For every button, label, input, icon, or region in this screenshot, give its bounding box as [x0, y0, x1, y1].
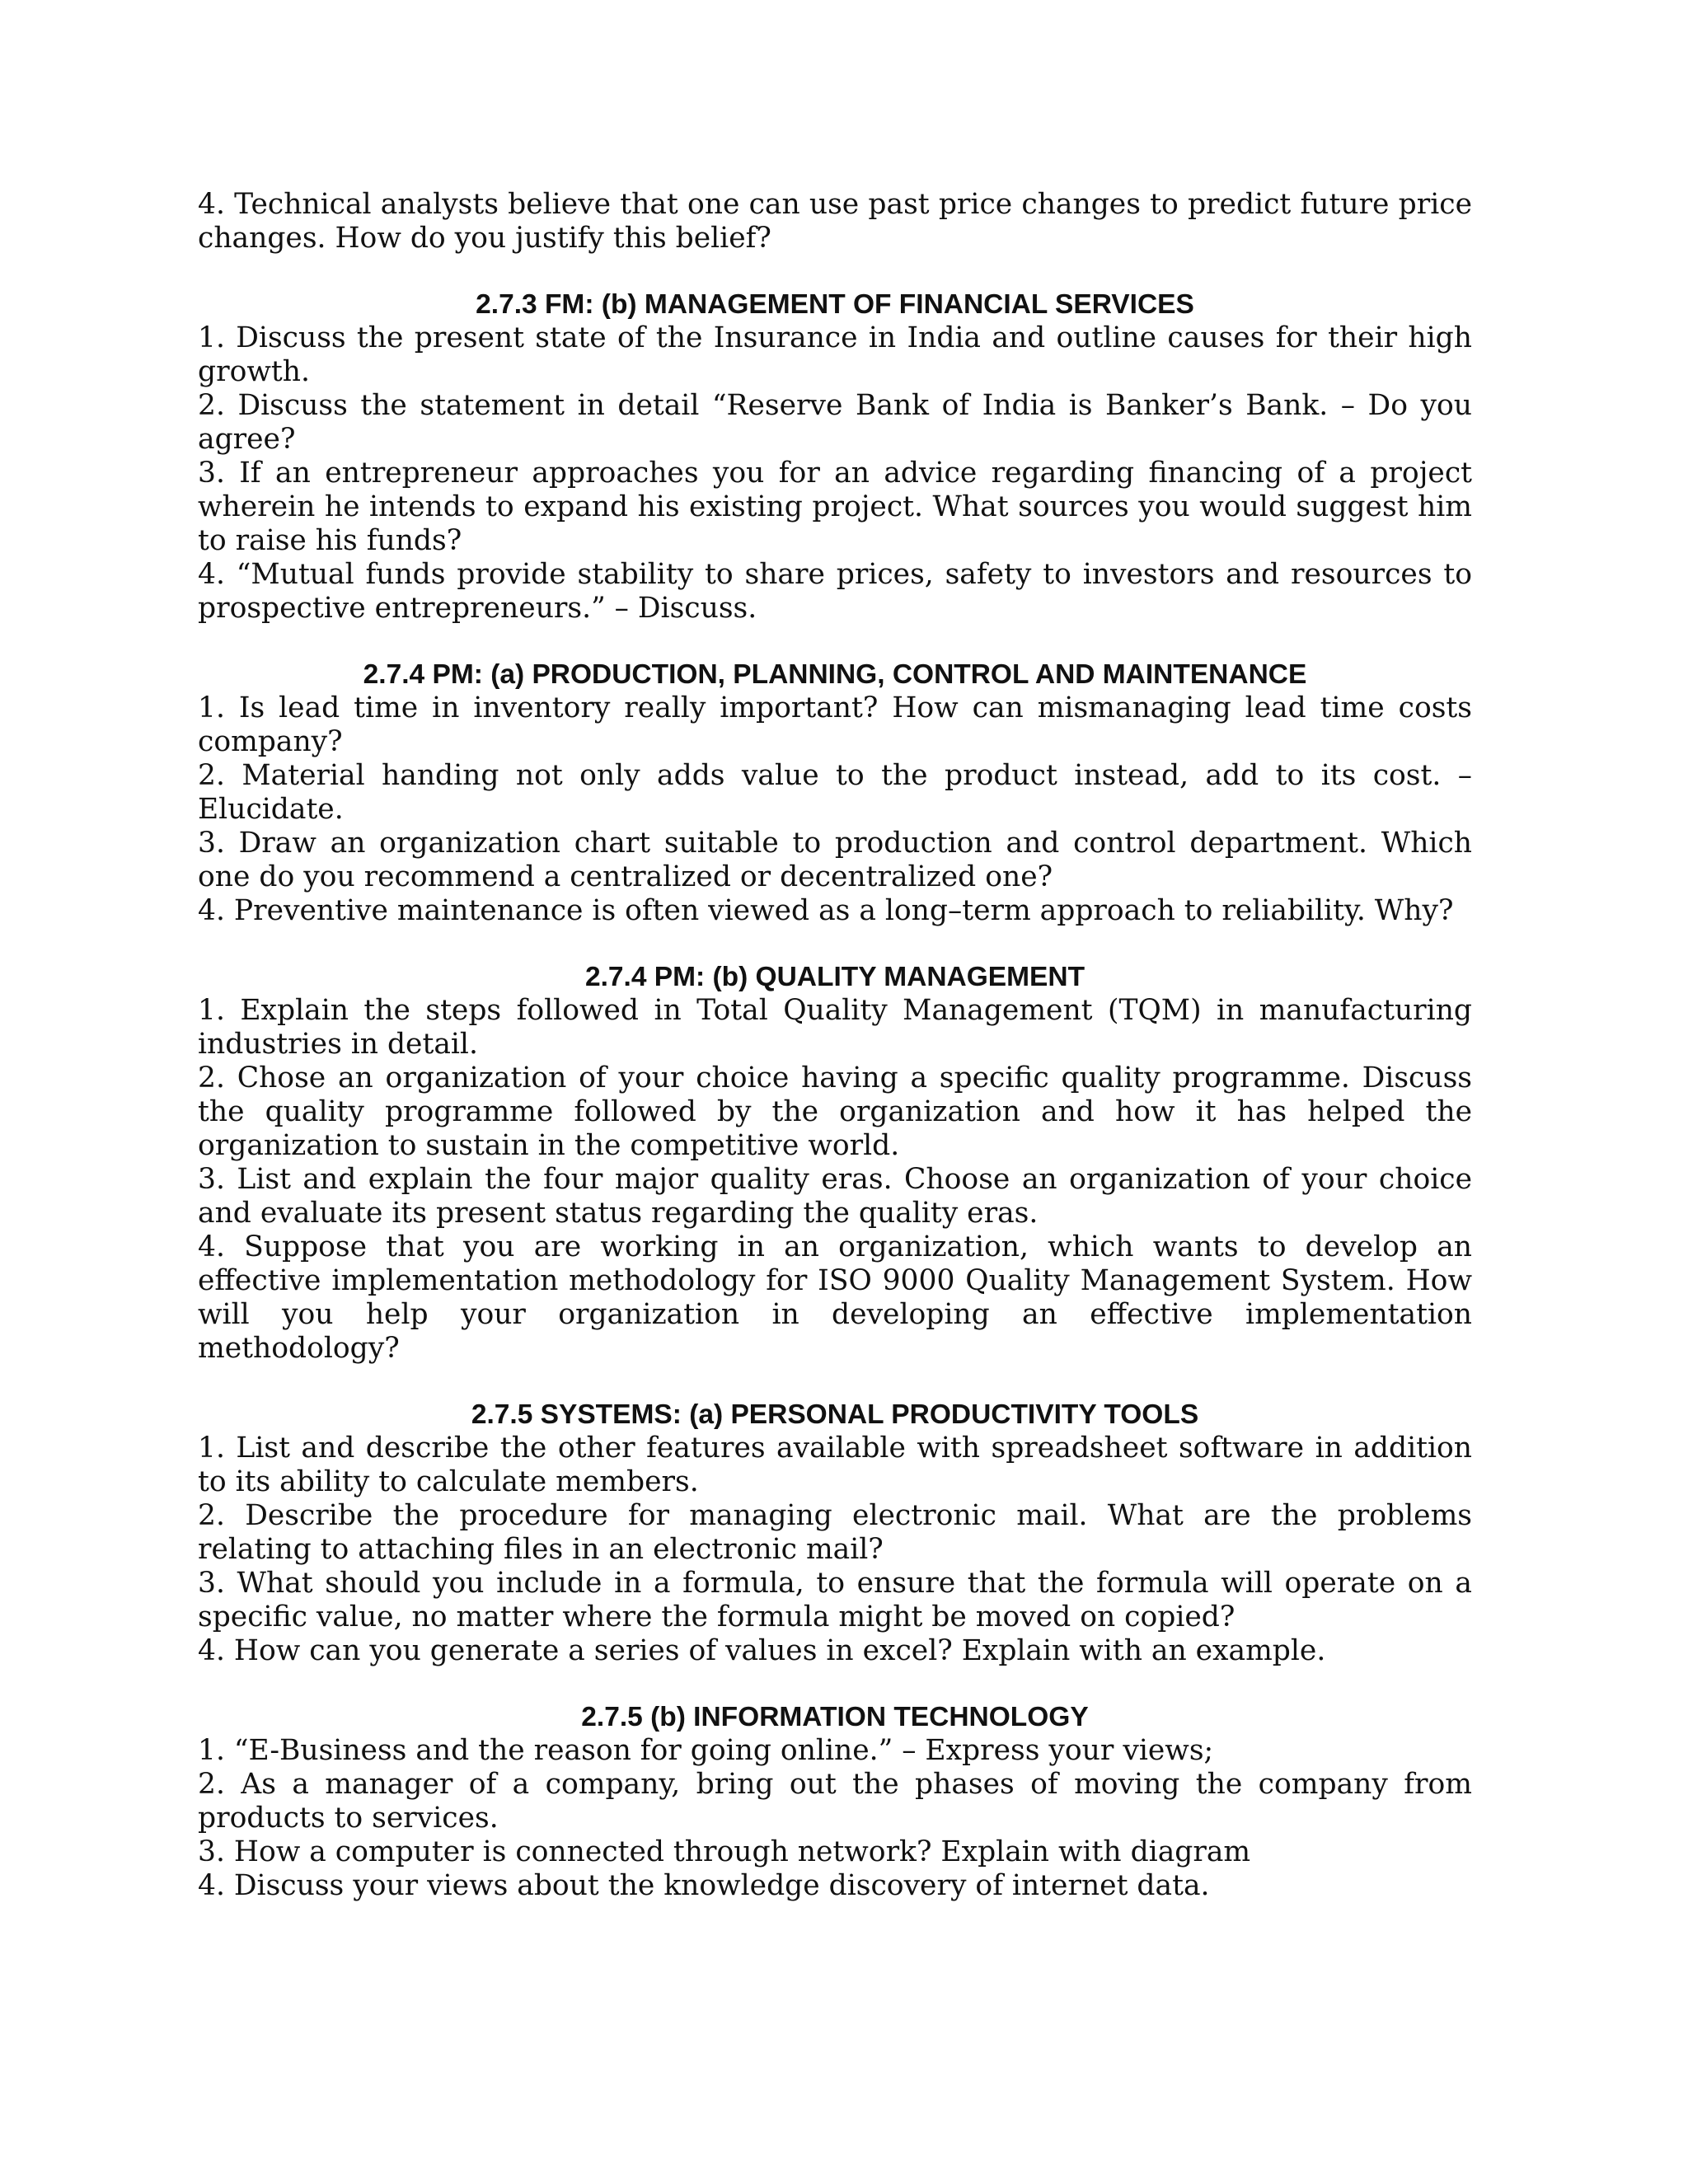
question-item: 1. “E-Business and the reason for going online.” – Express your views; — [198, 1734, 1214, 1767]
section-heading: 2.7.4 PM: (b) QUALITY MANAGEMENT — [584, 962, 1085, 992]
question-item: 3. If an entrepreneur approaches you for an advice regarding financing of a project wherein he intends to expand his existing project. What sources you would suggest him to raise his funds? — [198, 457, 1472, 557]
question-item: 2. Chose an organization of your choice having a specific quality programme. Discuss the quality programme followed by the organization and how it has helped the organization to sustain in the competitive world. — [198, 1062, 1472, 1162]
question-item: 2. Discuss the statement in detail “Reserve Bank of India is Banker’s Bank. – Do you agree? — [198, 389, 1472, 456]
question-item: 4. Discuss your views about the knowledge discovery of internet data. — [198, 1869, 1210, 1902]
question-item: 4. Preventive maintenance is often viewed as a long–term approach to reliability. Why? — [198, 894, 1454, 927]
question-item: 1. List and describe the other features available with spreadsheet software in addition to its ability to calculate members. — [198, 1432, 1472, 1498]
section-heading: 2.7.5 SYSTEMS: (a) PERSONAL PRODUCTIVITY TOOLS — [471, 1399, 1199, 1430]
question-item: 4. Technical analysts believe that one can use past price changes to predict future price changes. How do you justify this belief? — [198, 188, 1472, 255]
question-item: 3. What should you include in a formula, to ensure that the formula will operate on a specific value, no matter where the formula might be moved on copied? — [198, 1567, 1472, 1633]
question-item: 1. Explain the steps followed in Total Quality Management (TQM) in manufacturing industries in detail. — [198, 994, 1472, 1061]
question-item: 3. How a computer is connected through network? Explain with diagram — [198, 1835, 1251, 1868]
section-heading: 2.7.5 (b) INFORMATION TECHNOLOGY — [581, 1702, 1089, 1732]
question-item: 1. Discuss the present state of the Insurance in India and outline causes for their high growth. — [198, 321, 1472, 388]
section-financial-services — [198, 288, 1472, 626]
question-item: 4. Suppose that you are working in an organization, which wants to develop an effective implementation methodology for ISO 9000 Quality Management System. How will you help your organization in developing an effective implementation methodology? — [198, 1230, 1472, 1365]
section-information-technology — [198, 1701, 1472, 1903]
section-heading: 2.7.3 FM: (b) MANAGEMENT OF FINANCIAL SERVICES — [476, 289, 1194, 320]
document-page — [198, 188, 1472, 1903]
question-item: 2. Describe the procedure for managing electronic mail. What are the problems relating to attaching files in an electronic mail? — [198, 1499, 1472, 1566]
question-item: 2. As a manager of a company, bring out the phases of moving the company from products to services. — [198, 1768, 1472, 1835]
intro-section — [198, 188, 1472, 255]
question-item: 1. Is lead time in inventory really important? How can mismanaging lead time costs company? — [198, 691, 1472, 758]
question-item: 4. “Mutual funds provide stability to share prices, safety to investors and resources to prospective entrepreneurs.” – Discuss. — [198, 558, 1472, 625]
question-item: 3. List and explain the four major quality eras. Choose an organization of your choice and evaluate its present status regarding the quality eras. — [198, 1163, 1472, 1230]
question-item: 3. Draw an organization chart suitable to production and control department. Which one do you recommend a centralized or decentralized one? — [198, 827, 1472, 893]
section-production-planning — [198, 658, 1472, 928]
section-productivity-tools — [198, 1399, 1472, 1668]
section-heading: 2.7.4 PM: (a) PRODUCTION, PLANNING, CONTROL AND MAINTENANCE — [363, 659, 1307, 690]
section-quality-management — [198, 961, 1472, 1366]
question-item: 4. How can you generate a series of values in excel? Explain with an example. — [198, 1634, 1326, 1667]
question-item: 2. Material handing not only adds value to the product instead, add to its cost. – Elucidate. — [198, 759, 1472, 826]
